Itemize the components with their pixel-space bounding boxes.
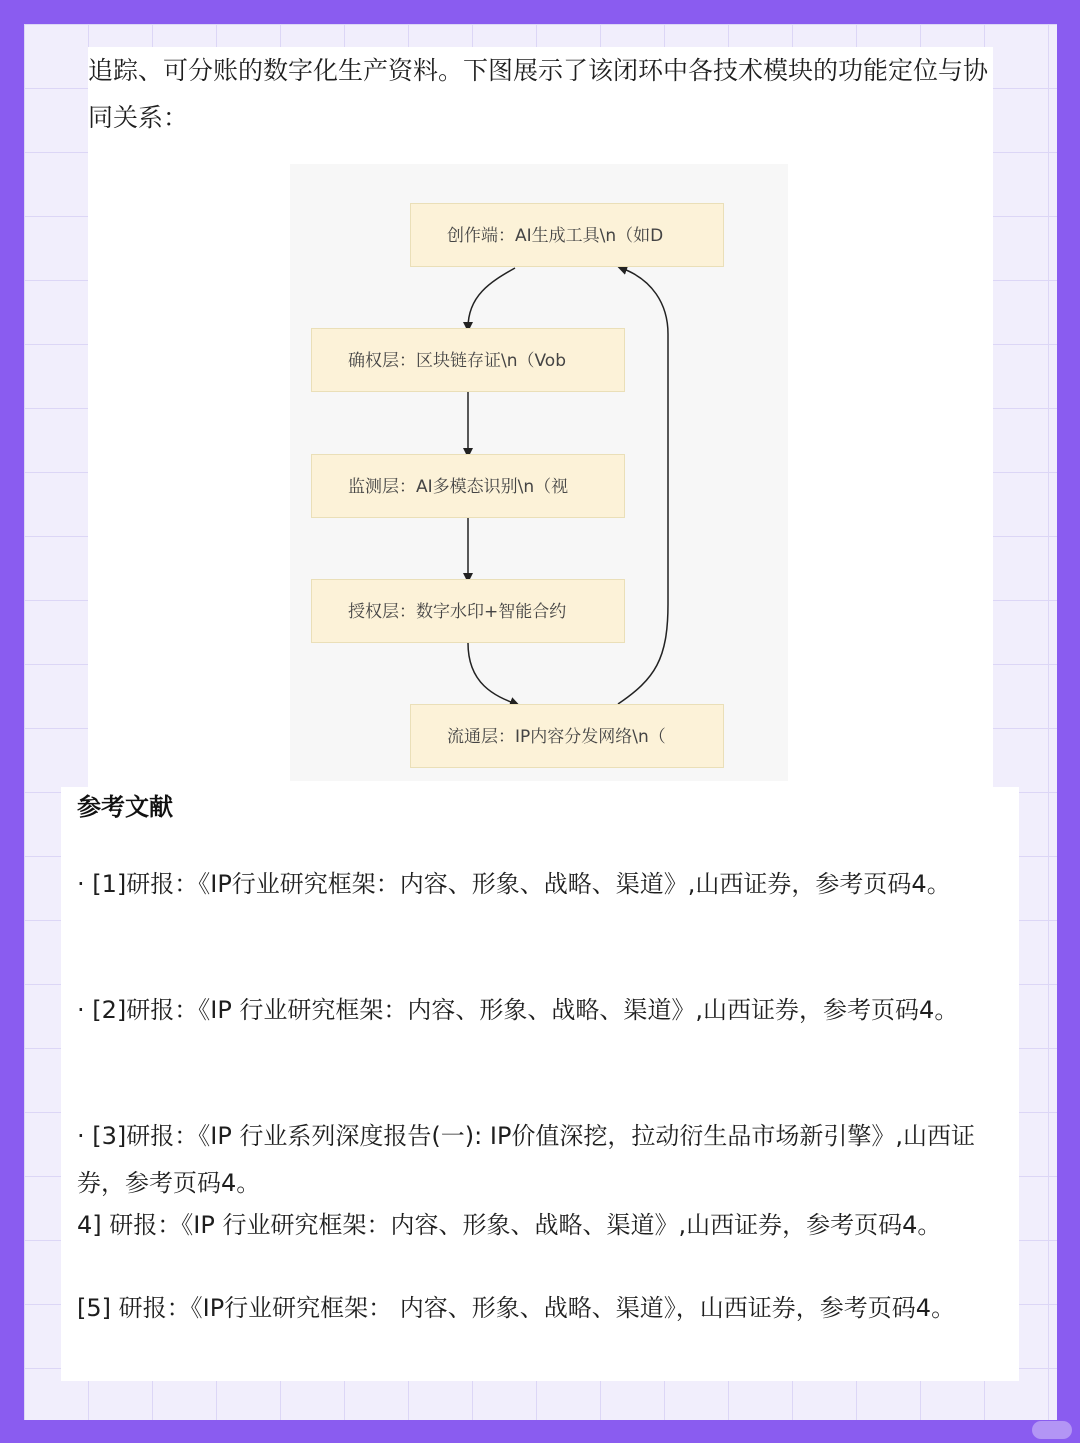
node-rights: 确权层：区块链存证\n（Vob <box>311 328 625 392</box>
document-card-top <box>88 47 993 787</box>
reference-item-3: · [3]研报：《IP 行业系列深度报告(一): IP价值深挖，拉动衍生品市场新引擎》,山西证券，参考页码4。 <box>77 1122 976 1197</box>
reference-item-5: [5] 研报：《IP行业研究框架： 内容、形象、战略、渠道》，山西证券，参考页码4。 <box>77 1294 956 1322</box>
node-monitoring: 监测层：AI多模态识别\n（视 <box>311 454 625 518</box>
node-circulation: 流通层：IP内容分发网络\n（ <box>410 704 724 768</box>
reference-item-4: 4] 研报：《IP 行业研究框架：内容、形象、战略、渠道》,山西证券，参考页码4。 <box>77 1211 942 1239</box>
arrow-license-to-circulation <box>468 643 516 704</box>
watermark-badge <box>1032 1421 1072 1439</box>
references-heading: 参考文献 <box>77 793 173 821</box>
node-creation: 创作端：AI生成工具\n（如D <box>410 203 724 267</box>
reference-item-2: · [2]研报：《IP 行业研究框架：内容、形象、战略、渠道》,山西证券，参考页码4。 <box>77 996 959 1024</box>
arrow-circulation-to-create <box>618 268 668 704</box>
flow-diagram <box>290 164 788 781</box>
node-licensing: 授权层：数字水印+智能合约 <box>311 579 625 643</box>
intro-paragraph: 追踪、可分账的数字化生产资料。下图展示了该闭环中各技术模块的功能定位与协同关系： <box>88 56 989 132</box>
reference-item-1: · [1]研报：《IP行业研究框架：内容、形象、战略、渠道》,山西证券，参考页码4。 <box>77 870 951 898</box>
arrow-create-to-rights <box>468 268 515 328</box>
document-card-bottom <box>61 787 1019 1381</box>
